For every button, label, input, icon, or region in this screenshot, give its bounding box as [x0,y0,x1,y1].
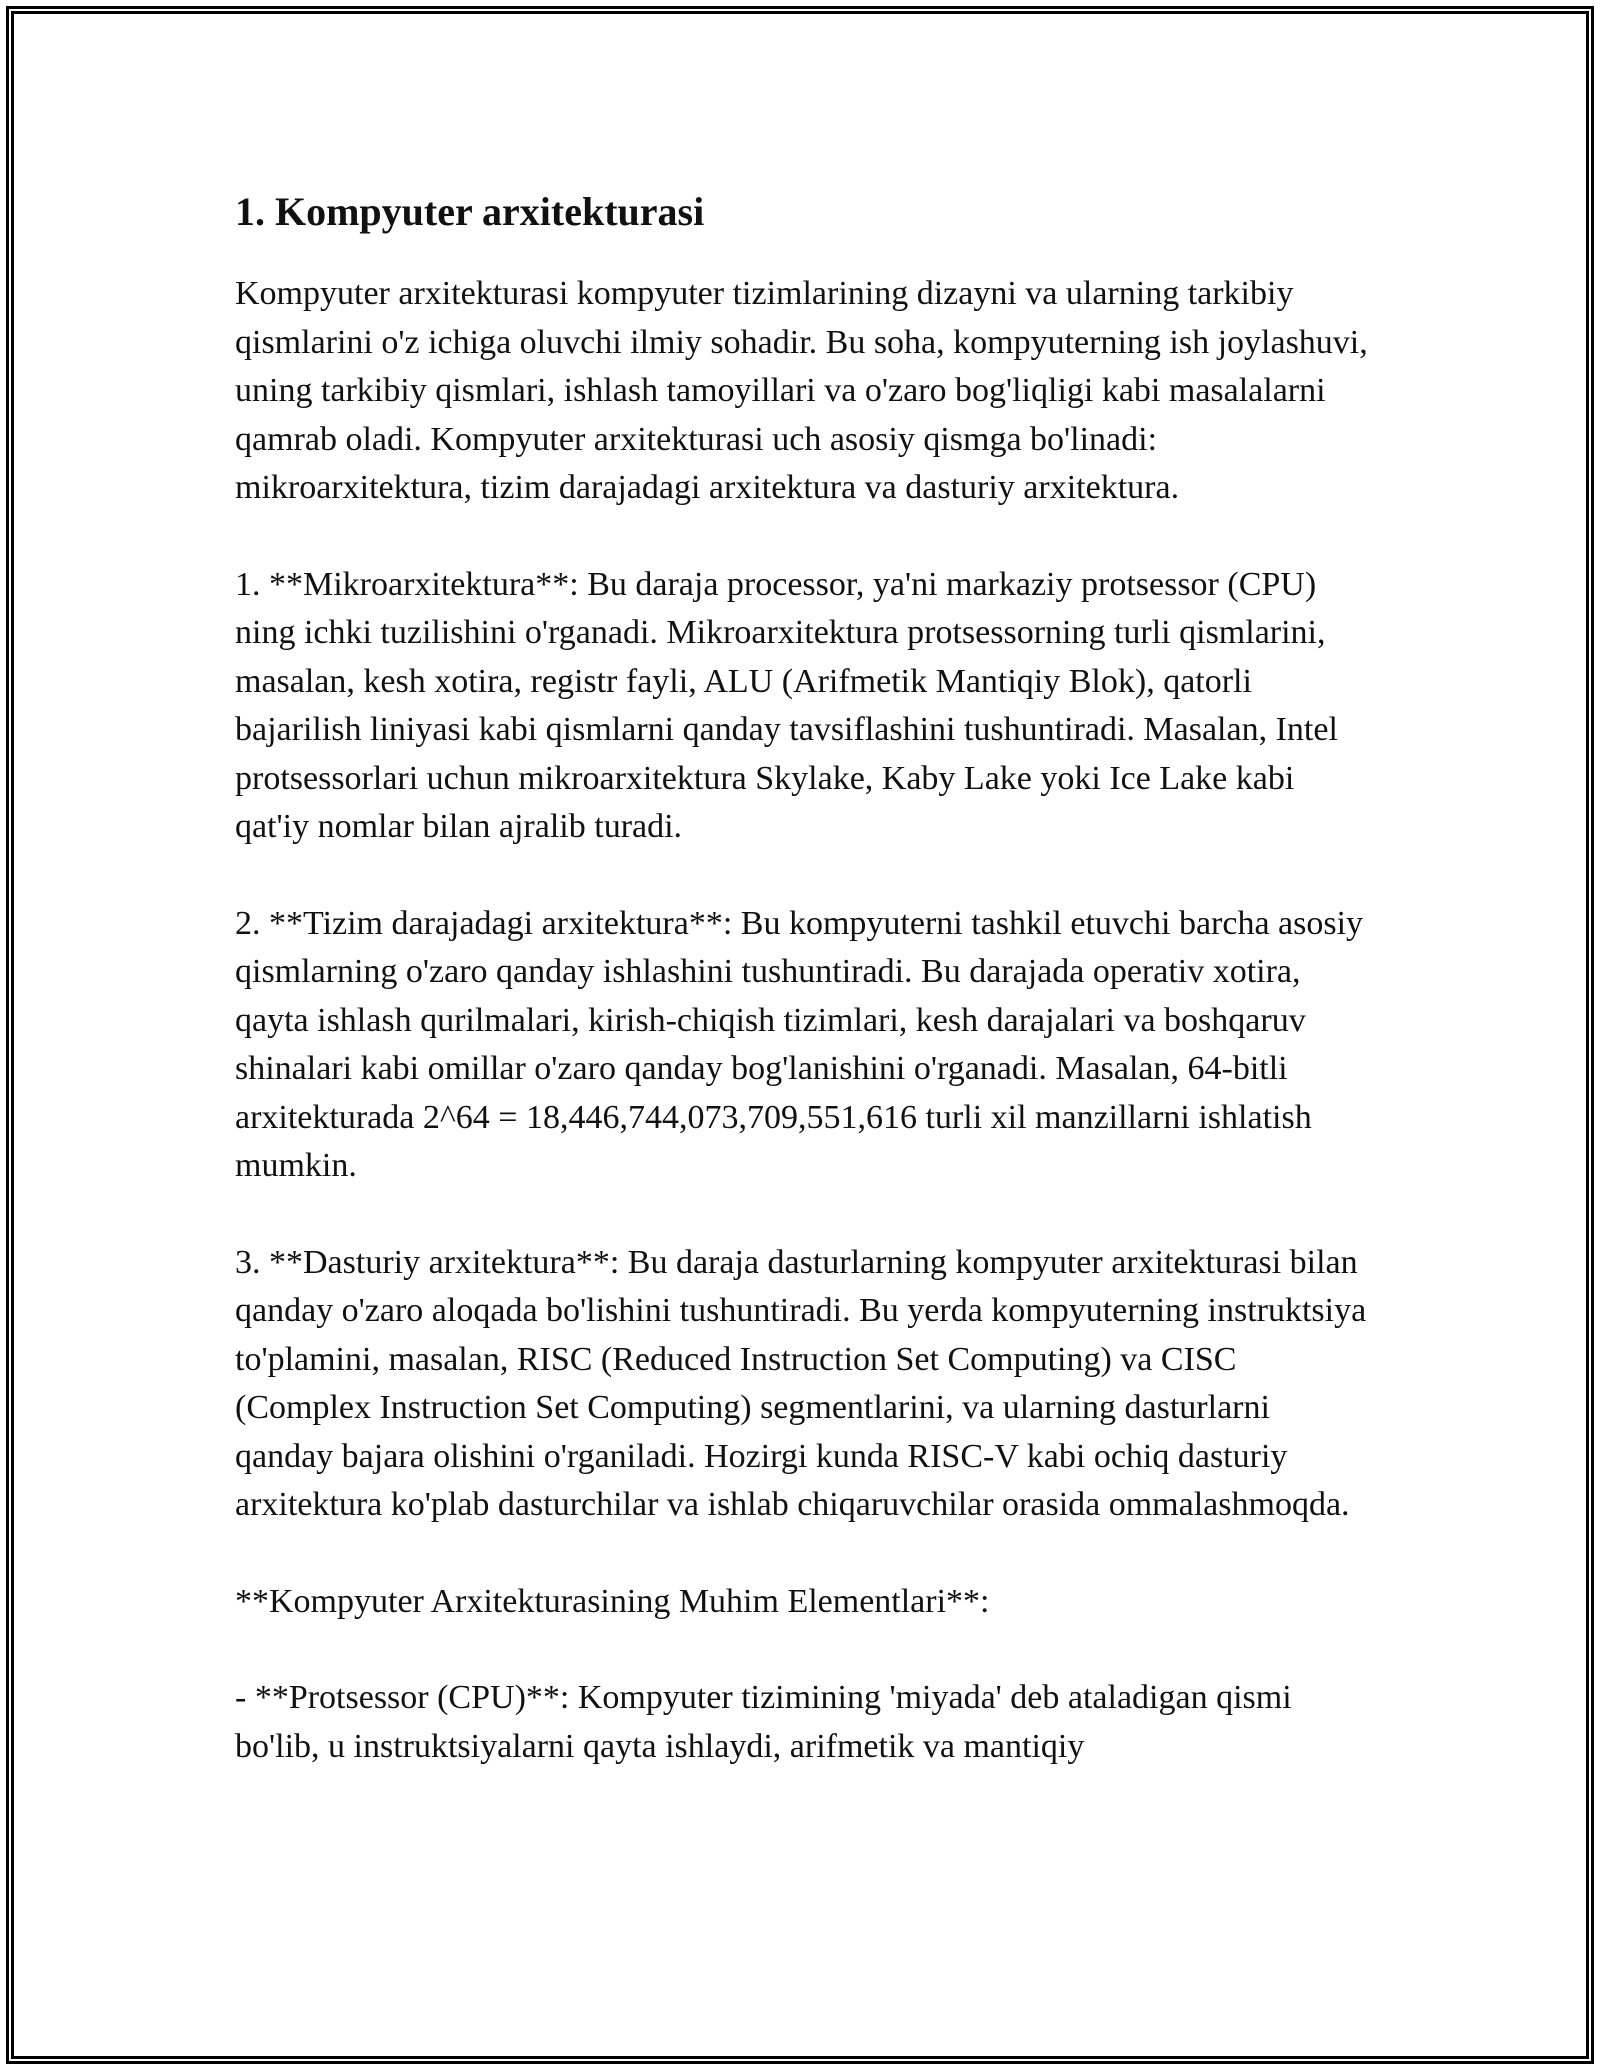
microarchitecture-paragraph: 1. **Mikroarxitektura**: Bu daraja processor, ya'ni markaziy protsessor (CPU) ning ichki tuzilishini o'rganadi. Mikroarxitektura protsessorning turli qismlarini, masalan, kesh xotira, registr fayli, ALU (Arifmetik Mantiqiy Blok), qatorli bajarilish liniyasi kabi qismlarni qanday tavsiflashini tushuntiradi. Masalan, Intel protsessorlari uchun mikroarxitektura Skylake, Kaby Lake yoki Ice Lake kabi qat'iy nomlar bilan ajralib turadi. [235,565,1338,845]
system-architecture-paragraph: 2. **Tizim darajadagi arxitektura**: Bu kompyuterni tashkil etuvchi barcha asosiy qismlarning o'zaro qanday ishlashini tushuntiradi. Bu darajada operativ xotira, qayta ishlash qurilmalari, kirish-chiqish tizimlari, kesh darajalari va boshqaruv shinalari kabi omillar o'zaro qanday bog'lanishini o'rganadi. Masalan, 64-bitli arxitekturada 2^64 = 18,446,744,073,709,551,616 turli xil manzillarni ishlatish mumkin. [235,904,1364,1184]
document-body [235,186,1375,1819]
software-architecture-paragraph: 3. **Dasturiy arxitektura**: Bu daraja dasturlarning kompyuter arxitekturasi bilan qanday o'zaro aloqada bo'lishini tushuntiradi. Bu yerda kompyuterning instruktsiya to'plamini, masalan, RISC (Reduced Instruction Set Computing) va CISC (Complex Instruction Set Computing) segmentlarini, va ularning dasturlarni qanday bajara olishini o'rganiladi. Hozirgi kunda RISC-V kabi ochiq dasturiy arxitektura ko'plab dasturchilar va ishlab chiqaruvchilar orasida ommalashmoqda. [235,1243,1367,1523]
cpu-list-item: - **Protsessor (CPU)**: Kompyuter tizimining 'miyada' deb ataladigan qismi bo'lib, u instruktsiyalarni qayta ishlaydi, arifmetik va mantiqiy [235,1679,1292,1765]
intro-paragraph: Kompyuter arxitekturasi kompyuter tizimlarining dizayni va ularning tarkibiy qismlarini o'z ichiga oluvchi ilmiy sohadir. Bu soha, kompyuterning ish joylashuvi, uning tarkibiy qismlari, ishlash tamoyillari va o'zaro bog'liqligi kabi masalalarni qamrab oladi. Kompyuter arxitekturasi uch asosiy qismga bo'linadi: mikroarxitektura, tizim darajadagi arxitektura va dasturiy arxitektura. [235,275,1368,506]
document-title: 1. Kompyuter arxitekturasi [235,189,705,234]
key-elements-heading: **Kompyuter Arxitekturasining Muhim Elementlari**: [235,1582,990,1620]
